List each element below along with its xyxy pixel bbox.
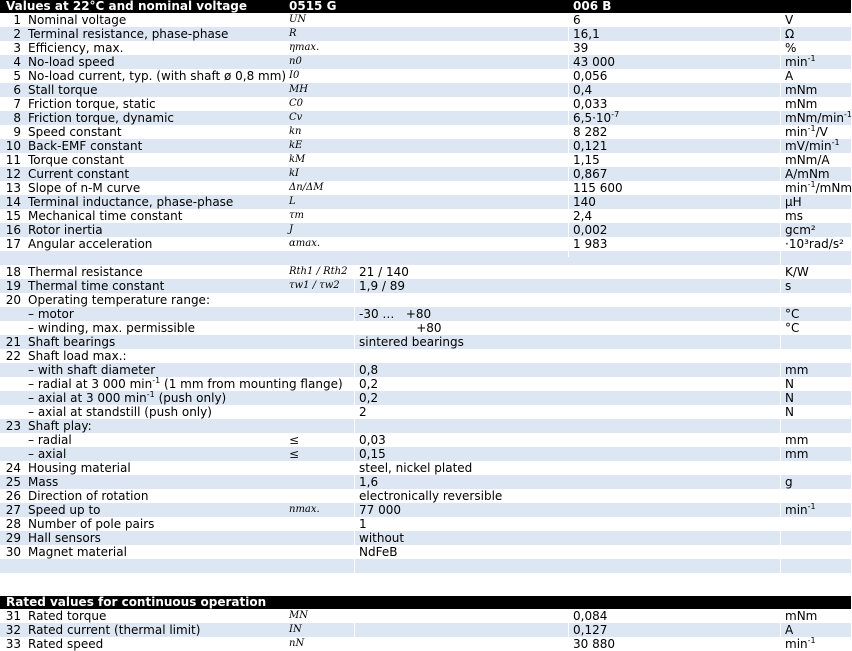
table-row	[0, 251, 851, 265]
row-value: 0,127	[573, 623, 608, 637]
header-model: 0515 G	[289, 0, 337, 13]
row-label: No-load speed	[28, 55, 115, 69]
row-unit: Ω	[785, 27, 795, 41]
table-row	[0, 609, 851, 623]
row-unit: °C	[785, 307, 800, 321]
row-unit: A	[785, 623, 794, 637]
row-unit: ·10³rad/s²	[785, 237, 844, 251]
row-label: – axial at 3 000 $\min^{-1}$ (push only)	[28, 390, 227, 405]
row-value-shared: 0,2	[359, 377, 379, 391]
row-number: 31	[5, 609, 21, 623]
column-divider	[568, 609, 569, 651]
row-label: – winding, max. permissible	[28, 321, 196, 335]
row-number: 26	[5, 489, 21, 503]
row-label: Slope of n-M curve	[28, 181, 141, 195]
table-row	[0, 97, 851, 111]
row-unit: gcm²	[785, 223, 816, 237]
row-label: – with shaft diameter	[28, 363, 156, 377]
row-label: Thermal time constant	[28, 279, 165, 293]
row-label: Nominal voltage	[28, 13, 127, 27]
table-row	[0, 531, 851, 545]
row-unit: A	[785, 69, 794, 83]
row-unit: mNm	[785, 83, 818, 97]
table-row	[0, 391, 851, 405]
row-label: No-load current, typ. (with shaft ø 0,8 mm)	[28, 69, 287, 83]
row-label: Rated torque	[28, 609, 107, 623]
row-symbol: τw1 / τw2	[289, 280, 340, 291]
table-row	[0, 223, 851, 237]
table-row	[0, 111, 851, 125]
row-unit: mNm/A	[785, 153, 830, 167]
row-number: 33	[5, 637, 21, 651]
row-unit: s	[785, 279, 792, 293]
row-label: Magnet material	[28, 545, 127, 559]
row-label: – radial at 3 000 $\min^{-1} (1$ mm from mounting flange)	[28, 376, 343, 391]
row-value: 1 983	[573, 237, 608, 251]
row-value-shared: 21 / 140	[359, 265, 409, 279]
row-number: 25	[5, 475, 21, 489]
row-value: $6,5\cdot 10^{-7}$	[573, 110, 620, 125]
row-unit: mNm/$\min^{-1}$	[785, 110, 852, 125]
table-row	[0, 181, 851, 195]
row-symbol: MN	[289, 610, 308, 621]
table-row	[0, 279, 851, 293]
row-label: Shaft bearings	[28, 335, 116, 349]
row-unit: $\min^{-1}$	[785, 54, 816, 69]
table-row	[0, 461, 851, 475]
row-unit: V	[785, 13, 794, 27]
row-label: Thermal resistance	[28, 265, 143, 279]
row-value: 140	[573, 195, 596, 209]
row-number: 17	[5, 237, 21, 251]
table-row	[0, 13, 851, 27]
row-number: 12	[5, 167, 21, 181]
row-number: 16	[5, 223, 21, 237]
row-value-shared: electronically reversible	[359, 489, 503, 503]
row-unit: $\min^{-1}$	[785, 502, 816, 517]
row-number: 28	[5, 517, 21, 531]
row-number: 29	[5, 531, 21, 545]
table-row	[0, 69, 851, 83]
row-number: 20	[5, 293, 21, 307]
row-value: 0,4	[573, 83, 593, 97]
column-divider	[354, 270, 355, 596]
row-number: 30	[5, 545, 21, 559]
row-value: 0,002	[573, 223, 608, 237]
row-symbol: ≤	[289, 447, 300, 461]
row-value-shared: without	[359, 531, 405, 545]
column-divider	[780, 13, 781, 596]
row-symbol: J	[289, 224, 294, 235]
row-unit: $\min^{-1}/V$	[785, 124, 828, 139]
row-unit: K/W	[785, 265, 809, 279]
row-symbol: R	[289, 28, 297, 39]
row-value: 6	[573, 13, 581, 27]
table-row	[0, 349, 851, 363]
row-unit: mNm	[785, 609, 818, 623]
table-row	[0, 307, 851, 321]
table-row	[0, 377, 851, 391]
header-variant: 006 B	[573, 0, 612, 13]
row-label: Housing material	[28, 461, 131, 475]
row-label: – radial	[28, 433, 72, 447]
table-row	[0, 623, 851, 637]
row-value-shared: 0,8	[359, 363, 379, 377]
table-row	[0, 447, 851, 461]
row-number: 2	[13, 27, 21, 41]
row-label: Terminal inductance, phase-phase	[28, 195, 234, 209]
table-row	[0, 517, 851, 531]
row-label: Operating temperature range:	[28, 293, 210, 307]
row-value-shared: sintered bearings	[359, 335, 464, 349]
row-number: 22	[5, 349, 21, 363]
row-value: 0,084	[573, 609, 608, 623]
table-row	[0, 293, 851, 307]
table-row	[0, 209, 851, 223]
column-divider	[780, 609, 781, 651]
table-row	[0, 419, 851, 433]
row-unit: $\min^{-1}$/mNm	[785, 180, 852, 195]
row-value-shared: 1,9 / 89	[359, 279, 406, 293]
row-unit: mm	[785, 433, 809, 447]
row-value: 0,867	[573, 167, 608, 181]
row-symbol: ≤	[289, 433, 300, 447]
row-symbol: ηmax.	[289, 42, 320, 53]
row-symbol: Rth1 / Rth2	[289, 266, 348, 277]
row-value: 2,4	[573, 209, 593, 223]
row-value-shared: -30 … +80	[359, 307, 432, 321]
table-row	[0, 195, 851, 209]
row-unit: $\min^{-1}$	[785, 636, 816, 651]
table-row	[0, 545, 851, 559]
row-number: 3	[13, 41, 21, 55]
row-label: Back-EMF constant	[28, 139, 143, 153]
row-number: 23	[5, 419, 21, 433]
table-row	[0, 167, 851, 181]
row-unit: µH	[785, 195, 802, 209]
row-value: 1,15	[573, 153, 600, 167]
row-number: 21	[5, 335, 21, 349]
row-number: 15	[5, 209, 21, 223]
row-number: 4	[13, 55, 21, 69]
row-value: 8 282	[573, 125, 608, 139]
row-value: 30 880	[573, 637, 615, 651]
row-value-shared: +80	[359, 321, 442, 335]
table-row	[0, 125, 851, 139]
rated-header-title: Rated values for continuous operation	[6, 595, 267, 609]
row-value-shared: 77 000	[359, 503, 401, 517]
row-symbol: Cv	[289, 112, 303, 123]
table-row	[0, 489, 851, 503]
row-unit: N	[785, 377, 794, 391]
row-value: 16,1	[573, 27, 600, 41]
row-symbol: kI	[289, 168, 300, 179]
row-unit: %	[785, 41, 797, 55]
row-symbol: UN	[289, 14, 307, 25]
table-row	[0, 503, 851, 517]
row-number: 1	[13, 13, 21, 27]
row-unit: mm	[785, 447, 809, 461]
row-symbol: nN	[289, 638, 305, 649]
row-number: 7	[13, 97, 21, 111]
row-number: 19	[5, 279, 21, 293]
row-value: 115 600	[573, 181, 623, 195]
row-unit: °C	[785, 321, 800, 335]
header-title: Values at 22°C and nominal voltage	[6, 0, 248, 13]
row-symbol: Δn/ΔM	[289, 182, 324, 193]
row-value-shared: steel, nickel plated	[359, 461, 473, 475]
row-number: 14	[5, 195, 21, 209]
row-unit: mm	[785, 363, 809, 377]
table-row	[0, 363, 851, 377]
row-label: Rated speed	[28, 637, 104, 651]
row-symbol: kE	[289, 140, 303, 151]
table-row	[0, 139, 851, 153]
row-symbol: L	[289, 196, 296, 207]
row-label: Mass	[28, 475, 59, 489]
row-label: – motor	[28, 307, 74, 321]
row-label: Hall sensors	[28, 531, 101, 545]
row-number: 6	[13, 83, 21, 97]
table-header	[0, 0, 851, 13]
table-row	[0, 41, 851, 55]
row-number: 8	[13, 111, 21, 125]
row-label: Friction torque, dynamic	[28, 111, 174, 125]
row-number: 10	[5, 139, 21, 153]
table-row	[0, 475, 851, 489]
row-value-shared: 1,6	[359, 475, 379, 489]
row-unit: mNm	[785, 97, 818, 111]
table-row	[0, 265, 851, 279]
row-value-shared: 1	[359, 517, 367, 531]
table-row	[0, 433, 851, 447]
row-unit: N	[785, 405, 794, 419]
table-row	[0, 83, 851, 97]
row-value-shared: 0,2	[359, 391, 379, 405]
table-row	[0, 335, 851, 349]
row-unit: A/mNm	[785, 167, 830, 181]
row-value: 0,121	[573, 139, 608, 153]
row-symbol: τm	[289, 210, 305, 221]
row-label: Shaft load max.:	[28, 349, 127, 363]
row-symbol: C0	[289, 98, 304, 109]
row-number: 11	[5, 153, 21, 167]
row-value-shared: 0,03	[359, 433, 386, 447]
row-label: – axial	[28, 447, 67, 461]
row-label: Speed constant	[28, 125, 122, 139]
row-label: Direction of rotation	[28, 489, 149, 503]
row-symbol: nmax.	[289, 504, 320, 515]
row-value: 39	[573, 41, 589, 55]
row-value: 0,056	[573, 69, 608, 83]
row-value: 43 000	[573, 55, 615, 69]
row-number: 18	[5, 265, 21, 279]
row-symbol: IN	[289, 624, 302, 635]
row-symbol: MH	[289, 84, 308, 95]
row-label: Speed up to	[28, 503, 101, 517]
row-value-shared: 2	[359, 405, 367, 419]
row-number: 13	[5, 181, 21, 195]
row-unit: N	[785, 391, 794, 405]
row-value: 0,033	[573, 97, 608, 111]
row-symbol: n0	[289, 56, 302, 67]
row-value-shared: NdFeB	[359, 545, 398, 559]
row-label: Friction torque, static	[28, 97, 156, 111]
table-row	[0, 237, 851, 251]
row-label: Mechanical time constant	[28, 209, 183, 223]
rated-header	[0, 596, 851, 609]
row-number: 27	[5, 503, 21, 517]
row-number: 32	[5, 623, 21, 637]
row-label: Terminal resistance, phase-phase	[28, 27, 229, 41]
row-symbol: αmax.	[289, 238, 321, 249]
row-label: Current constant	[28, 167, 130, 181]
row-label: Shaft play:	[28, 419, 92, 433]
row-label: – axial at standstill (push only)	[28, 405, 212, 419]
row-symbol: I0	[289, 70, 300, 81]
row-symbol: kn	[289, 126, 302, 137]
table-row	[0, 55, 851, 69]
row-unit: ms	[785, 209, 803, 223]
row-value-shared: 0,15	[359, 447, 386, 461]
table-row	[0, 321, 851, 335]
column-divider	[354, 609, 355, 651]
table-row	[0, 637, 851, 651]
row-label: Number of pole pairs	[28, 517, 155, 531]
column-divider	[568, 13, 569, 257]
row-unit: $mV/\min^{-1}$	[785, 138, 840, 153]
row-label: Efficiency, max.	[28, 41, 124, 55]
table-row	[0, 405, 851, 419]
row-label: Rated current (thermal limit)	[28, 623, 201, 637]
table-row	[0, 559, 851, 573]
row-number: 9	[13, 125, 21, 139]
row-unit: g	[785, 475, 793, 489]
table-row	[0, 27, 851, 41]
row-label: Stall torque	[28, 83, 98, 97]
row-number: 5	[13, 69, 21, 83]
table-row	[0, 153, 851, 167]
row-label: Torque constant	[28, 153, 124, 167]
row-label: Angular acceleration	[28, 237, 153, 251]
row-label: Rotor inertia	[28, 223, 103, 237]
row-symbol: kM	[289, 154, 306, 165]
row-number: 24	[5, 461, 21, 475]
